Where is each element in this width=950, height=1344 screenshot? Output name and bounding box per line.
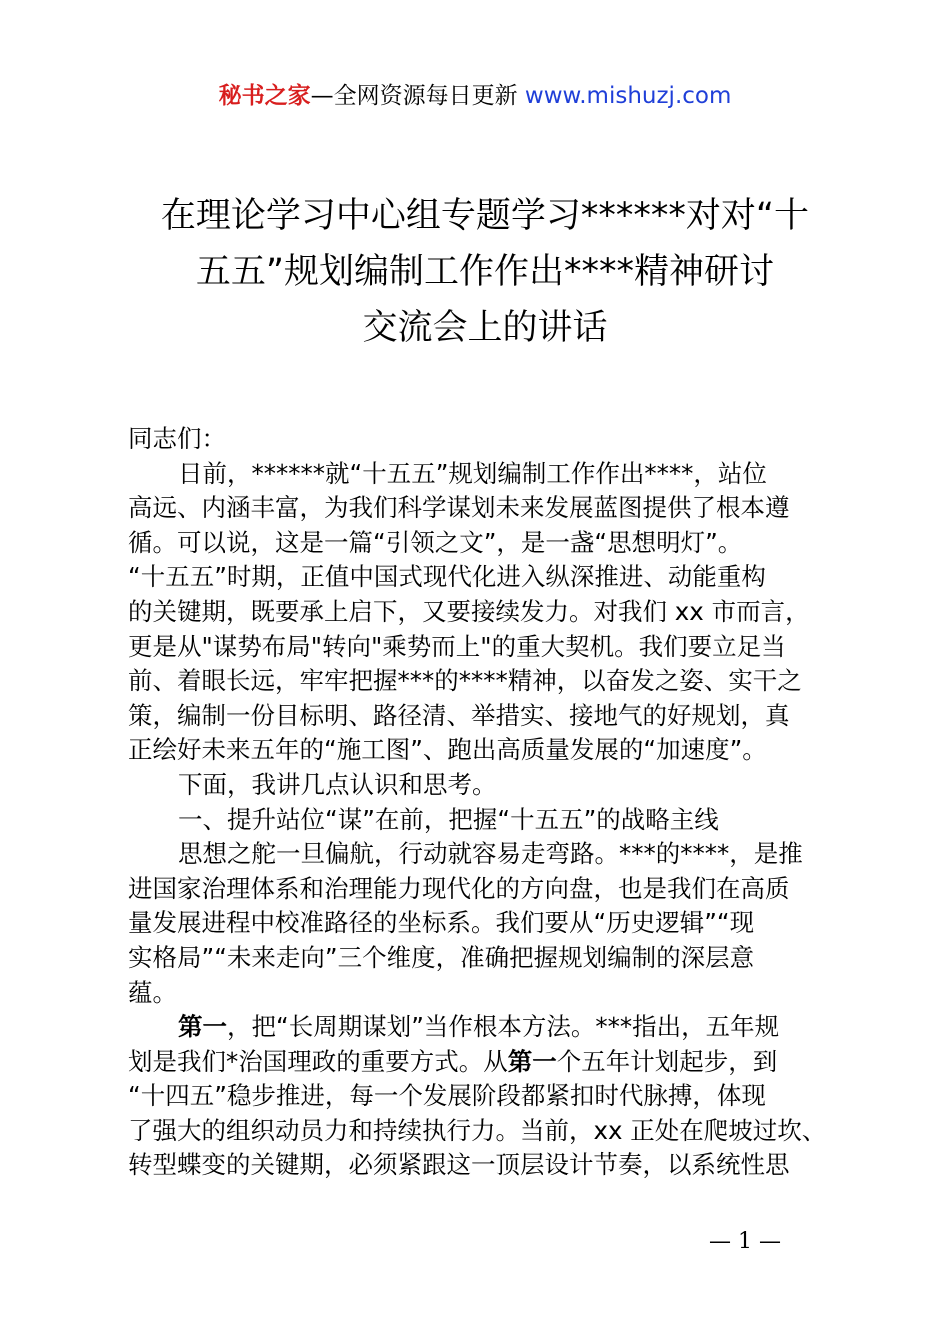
- document-title: [140, 188, 830, 356]
- text-line: 实格局”“未来走向”三个维度，准确把握规划编制的深层意: [128, 942, 755, 972]
- text-line: 蕴。: [128, 977, 177, 1007]
- text-line: 量发展进程中校准路径的坐标系。我们要从“历史逻辑”“现: [128, 908, 755, 938]
- paragraph-intro-cont: [128, 491, 838, 768]
- bold-inline: 第一: [507, 1046, 557, 1076]
- text-line: 前、着眼长远，牢牢把握***的****精神，以奋发之姿、实干之: [128, 666, 802, 696]
- text-line: “十五五”时期，正值中国式现代化进入纵深推进、动能重构: [128, 562, 766, 592]
- title-line-3: 交流会上的讲话: [362, 308, 608, 348]
- page-number: — 1 —: [709, 1229, 781, 1254]
- text-run: ，把“长周期谋划”当作根本方法。***指出，五年规: [227, 1012, 780, 1042]
- text-line: 日前，******就“十五五”规划编制工作作出****，站位: [178, 458, 767, 488]
- text-line: “十四五”稳步推进，每一个发展阶段都紧扣时代脉搏，体现: [128, 1081, 766, 1111]
- paragraph-point-1-cont: [128, 1045, 838, 1183]
- salutation: 同志们：: [128, 424, 226, 453]
- text-line: 正绘好未来五年的“施工图”、跑出高质量发展的“加速度”。: [128, 735, 767, 765]
- paragraph-section1: [128, 837, 838, 872]
- section-heading-1: 一、提升站位“谋”在前，把握“十五五”的战略主线: [178, 804, 719, 834]
- text-line: 思想之舵一旦偏航，行动就容易走弯路。***的****，是推: [178, 839, 803, 869]
- banner-url-link[interactable]: www.mishuzj.com: [524, 83, 732, 109]
- text-line: 了强大的组织动员力和持续执行力。当前，xx 正处在爬坡过坎、: [128, 1115, 827, 1145]
- text-line: 转型蝶变的关键期，必须紧跟这一顶层设计节奏，以系统性思: [128, 1150, 790, 1180]
- title-line-1: 在理论学习中心组专题学习******对对“十: [160, 196, 810, 236]
- text-line: 更是从"谋势布局"转向"乘势而上"的重大契机。我们要立足当: [128, 631, 786, 661]
- text-line: 进国家治理体系和治理能力现代化的方向盘，也是我们在高质: [128, 873, 790, 903]
- text-line: 的关键期，既要承上启下，又要接续发力。对我们 xx 市而言，: [128, 596, 810, 626]
- bold-lead: 第一: [178, 1012, 227, 1042]
- text-run: 个五年计划起步，到: [556, 1046, 778, 1076]
- paragraph-section1-cont: [128, 872, 838, 1010]
- paragraph-point-1: [128, 1010, 838, 1045]
- site-banner: [0, 80, 950, 112]
- title-line-2: 五五”规划编制工作作出****精神研讨: [195, 252, 775, 292]
- banner-brand: 秘书之家: [218, 83, 311, 109]
- banner-tagline: —全网资源每日更新: [310, 83, 518, 109]
- document-body: [128, 422, 838, 1183]
- text-line: 策，编制一份目标明、路径清、举措实、接地气的好规划，真: [128, 700, 790, 730]
- paragraph-intro: [128, 457, 838, 492]
- paragraph-transition: 下面，我讲几点认识和思考。: [178, 769, 497, 799]
- text-run: 划是我们*治国理政的重要方式。从: [128, 1046, 508, 1076]
- text-line: 高远、内涵丰富，为我们科学谋划未来发展蓝图提供了根本遵: [128, 493, 790, 523]
- text-line: 循。可以说，这是一篇“引领之文”，是一盏“思想明灯”。: [128, 527, 743, 557]
- text-line: [128, 1045, 838, 1080]
